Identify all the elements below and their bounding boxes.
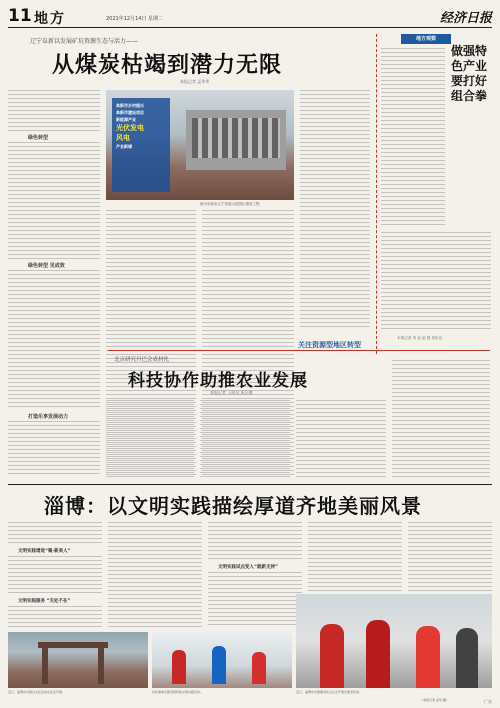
article1-byline: 本报记者 孟华华 (180, 79, 210, 84)
person (366, 620, 390, 688)
photo-overlay-panel (112, 98, 170, 192)
issue-date: 2021年12月14日 星期二 (106, 16, 164, 22)
person (172, 650, 186, 684)
page-number: 11 (8, 6, 32, 26)
article1-column-4 (300, 90, 370, 330)
overlay-line: 阜新市乡村振兴 (116, 103, 144, 108)
sidebar-text-2 (381, 232, 491, 332)
article3-subheading-2: 文明实践试点变人“就新支持” (218, 565, 278, 570)
article3-caption-1: 近日，淄博乡村振兴文化活动在社区开展。 (8, 690, 66, 694)
newspaper-logo: 经济日报 (439, 11, 492, 26)
article3-column-5 (408, 522, 492, 592)
article2-byline: 本报记者 王照吴 朱汪楼 (210, 390, 253, 395)
article1-headline: 从煤炭枯竭到潜力无限 (52, 53, 283, 78)
article1-subheading-2: 绿色转型 见成效 (28, 263, 65, 269)
sidebar-byline: 本报记者 李 炎 赵 强 刘乐乐 (397, 336, 443, 340)
article1-column-1b (8, 142, 100, 260)
gate-pillar (98, 648, 104, 684)
person (252, 652, 266, 684)
person (456, 628, 478, 688)
article1-column-1c (8, 270, 100, 410)
overlay-line: 阜新市建设项目 (116, 110, 144, 115)
article1-subheading-1: 绿色转型 (28, 135, 49, 141)
article3-photo-2 (152, 632, 292, 688)
article2-column-1 (106, 400, 194, 478)
article3-column-3b (208, 572, 302, 628)
article1-column-1d (8, 421, 100, 476)
sidebar-header: 地方观察 (401, 34, 451, 44)
section-name: 地方 (34, 11, 66, 27)
masthead (8, 6, 492, 28)
gate-pillar (42, 648, 48, 684)
overlay-line: 光伏发电 (116, 124, 144, 132)
article2-column-2 (200, 400, 290, 478)
article1-column-1 (8, 90, 100, 132)
overlay-line: 新能源产业 (116, 117, 136, 122)
sidebar-title (451, 44, 491, 104)
article3-caption-3: 近日，淄博市志愿服务队员正在开展志愿者培训。 (296, 690, 363, 694)
sidebar-text-1 (381, 48, 445, 228)
article2-column-4 (392, 360, 490, 478)
overlay-line: 风电 (116, 134, 130, 142)
sidebar-title-line-1: 做强特色产业 (451, 44, 488, 73)
article3-photo-credit: （本报记者 孟华 摄） (420, 698, 449, 702)
article3-column-1b (8, 556, 102, 596)
masthead-rule (8, 27, 492, 28)
article1-photo (106, 90, 294, 200)
article1-subheading-3: 打造乐享发展动力 (28, 414, 69, 420)
person (320, 624, 344, 688)
article1-photo-caption: 图为阜新市辽宁发展示范园区建设工程 (200, 202, 260, 206)
article3-column-3 (208, 522, 302, 562)
overlay-line: 产业新增 (116, 144, 132, 149)
article1-kicker: 辽宁阜新以发展矿坑资源生态与活力—— (30, 38, 139, 45)
article2-column-3 (296, 400, 386, 478)
article3-photo-3 (296, 594, 492, 688)
person (212, 646, 226, 684)
section-divider (108, 350, 490, 351)
article3-photo-1 (8, 632, 148, 688)
article3-column-1c (8, 606, 102, 628)
person (416, 626, 440, 688)
article3-subheading-1: 文明实践增进“聚·新美人” (18, 549, 71, 554)
article3-subheading-3: 文明实践服务 “无处不在” (18, 599, 71, 604)
article2-kicker: 北京研究丹巴会成材化 (114, 357, 170, 363)
building-windows (192, 118, 280, 158)
sidebar (376, 34, 493, 354)
article3-caption-2: 村民参加志愿者组织的文明实践活动。 (152, 690, 204, 694)
footer-publisher: 广东 (484, 699, 492, 704)
article3-headline: 淄博：以文明实践描绘厚道齐地美丽风景 (44, 494, 422, 518)
sidebar-link[interactable]: 关注资源型地区转型 (298, 341, 361, 349)
section-rule-bottom (8, 484, 492, 485)
sidebar-title-line-2: 要打好组合拳 (451, 74, 488, 103)
article3-column-1 (8, 522, 102, 546)
article2-headline: 科技协作助推农业发展 (128, 371, 308, 391)
article3-column-2 (108, 522, 202, 628)
